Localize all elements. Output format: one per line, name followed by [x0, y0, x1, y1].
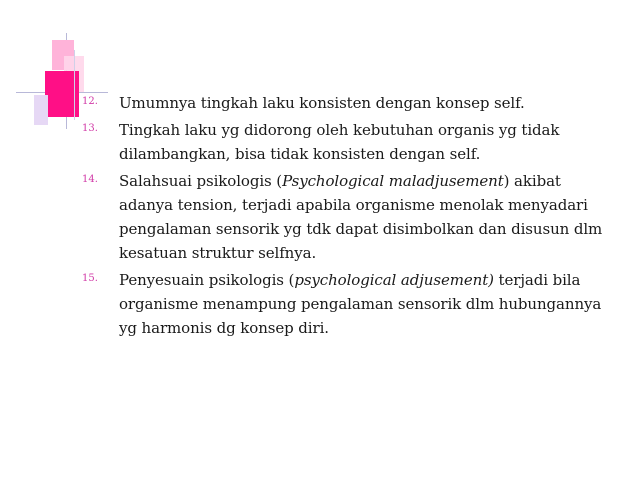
item-text-pre: Salahsuai psikologis ( — [119, 172, 283, 190]
decor-square-lavender — [34, 95, 48, 125]
item-number: 15. — [82, 273, 98, 284]
item-text — [119, 268, 612, 340]
item-text: Tingkah laku yg didorong oleh kebutuhan organis yg tidak dilambangkan, bisa tidak konsisten dengan self. — [119, 121, 560, 163]
decor-line-vertical-2 — [74, 50, 75, 120]
item-number: 12. — [82, 96, 98, 107]
item-number: 14. — [82, 174, 98, 185]
list-item — [82, 169, 612, 265]
item-text — [119, 169, 612, 265]
item-number: 13. — [82, 123, 98, 134]
item-text-italic: psychological adjusement) — [294, 271, 494, 289]
item-text-italic: Psychological maladjusement — [282, 172, 504, 190]
item-text-post: ) akibat adanya tension, terjadi apabila organisme menolak menyadari pengalaman sensorik yg tdk dapat disimbolkan dan disusun dlm kesatuan struktur selfnya. — [119, 172, 603, 262]
item-text-post: terjadi bila organisme menampung pengalaman sensorik dlm hubungannya yg harmonis dg konsep diri. — [119, 271, 602, 337]
list-item — [82, 118, 612, 166]
list-item — [82, 91, 612, 115]
item-text: Umumnya tingkah laku konsisten dengan konsep self. — [119, 94, 525, 112]
numbered-list — [82, 91, 612, 343]
item-text-pre: Penyesuain psikologis ( — [119, 271, 295, 289]
list-item — [82, 268, 612, 340]
